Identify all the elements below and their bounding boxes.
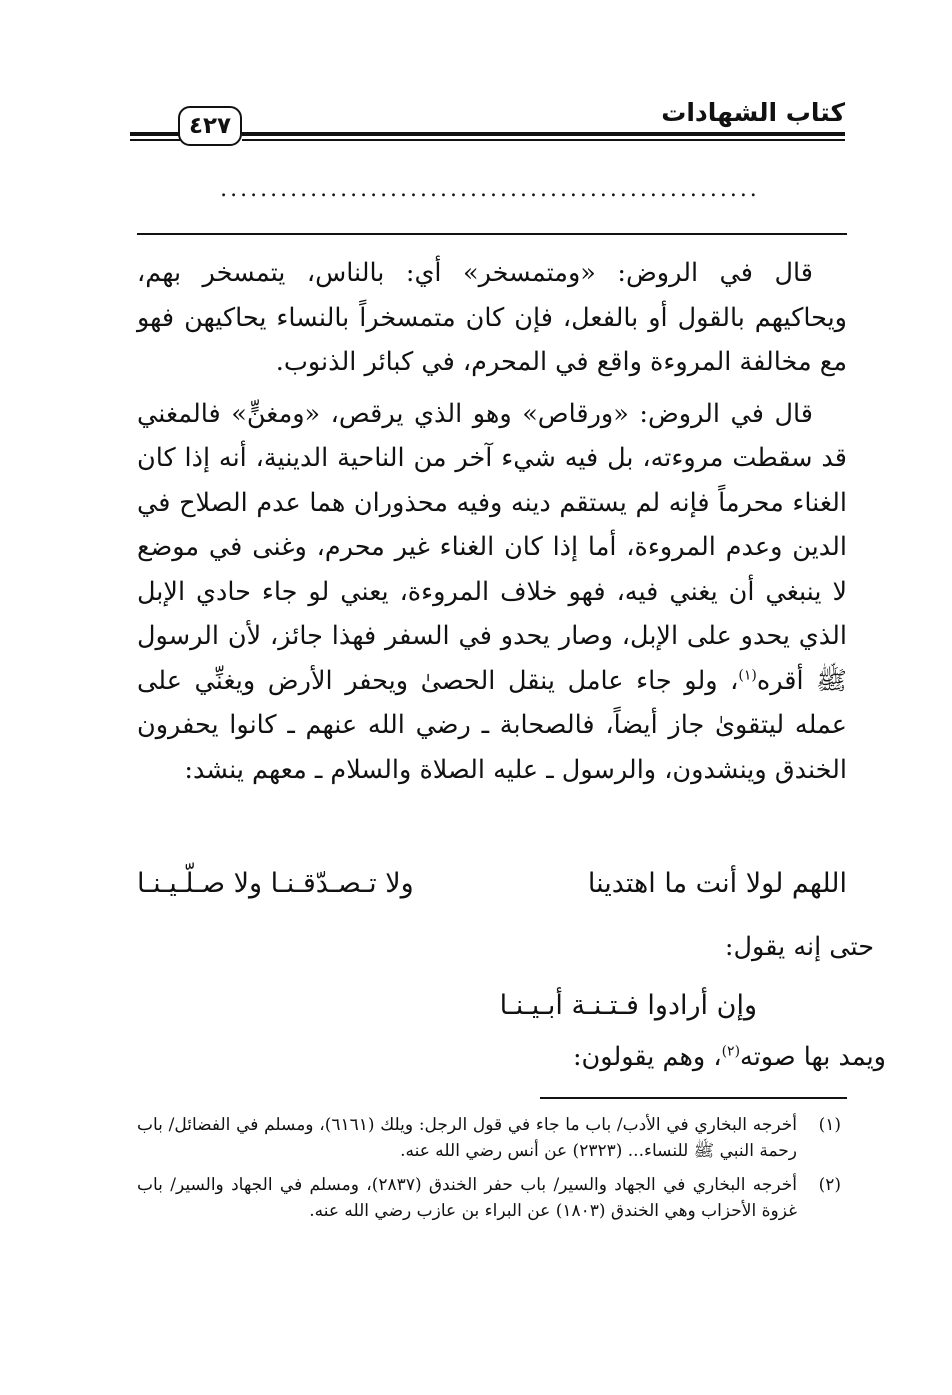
- footnote-ref-2: (٢): [721, 1043, 741, 1060]
- footnote-ref-1: (١): [738, 667, 757, 683]
- book-title: كتاب الشهادات: [661, 98, 845, 127]
- poem-verse-1-first-hemistich: اللهم لولا أنت ما اهتدينا: [587, 868, 847, 899]
- header-rule-left: [130, 132, 180, 141]
- paragraph-2: [137, 392, 847, 793]
- running-header: [130, 88, 845, 156]
- footnote-number: (٢): [818, 1175, 841, 1195]
- voice-tail: ، وهم يقولون:: [572, 1042, 722, 1072]
- poem-verse-1-second-hemistich: ولا تـصـدّقـنـا ولا صـلّـيـنـا: [137, 868, 414, 899]
- paragraph-2-text: قال في الروض: «ورقاص» وهو الذي يرقص، «ومغنٍّ» فالمغني قد سقطت مروءته، بل فيه شيء آخر من الناحية الدينية، أنه إذا كان الغناء محرماً فإنه لم يستقم دينه وفيه محذوران هما عدم الصلاح في الدين وعدم المروءة، أما إذا كان الغناء غير محرم، وغنى في موضع لا ينبغي أن يغني فيه، فهو خلاف المروءة، يعني لو جاء حادي الإبل الذي يحدو على الإبل، وصار يحدو في السفر فهذا جائز، لأن الرسول ﷺ أقره: [137, 398, 847, 696]
- paragraph-2-tail: ، ولو جاء عامل ينقل الحصىٰ ويحفر الأرض ويغنِّي على عمله ليتقوىٰ جاز أيضاً، فالصحابة ـ رضي الله عنهم ـ كانوا يحفرون الخندق وينشدون، والرسول ـ عليه الصلاة والسلام ـ معهم ينشد:: [137, 665, 847, 785]
- footnote-1: [137, 1112, 847, 1164]
- footnote-text: أخرجه البخاري في الجهاد والسير/ باب حفر الخندق (٢٨٣٧)، ومسلم في الجهاد والسير/ باب غزوة الأحزاب وهي الخندق (١٨٠٣) عن البراء بن عازب رضي الله عنه.: [137, 1175, 798, 1221]
- page-number: ٤٢٧: [178, 106, 242, 146]
- footnote-rule: [540, 1097, 847, 1099]
- poem-verse-1: [137, 868, 847, 918]
- separator-dots: ......................................................: [220, 178, 760, 202]
- voice-text: ويمد بها صوته: [740, 1042, 886, 1072]
- footnote-number: (١): [818, 1115, 841, 1135]
- paragraph-1: قال في الروض: «ومتمسخر» أي: بالناس، يتمسخر بهم، ويحاكيهم بالقول أو بالفعل، فإن كان متمسخراً بالنساء يحاكيهن فهو مع مخالفة المروءة واقع في المحرم، في كبائر الذنوب.: [137, 258, 847, 377]
- footnotes: [137, 1112, 847, 1232]
- footnote-2: [137, 1172, 847, 1224]
- poem-verse-2: وإن أرادوا فـتـنـة أبـيـنـا: [499, 990, 757, 1021]
- footnote-text: أخرجه البخاري في الأدب/ باب ما جاء في قول الرجل: ويلك (٦١٦١)، ومسلم في الفضائل/ باب رحمة النبي ﷺ للنساء... (٢٣٢٣) عن أنس رضي الله عنه.: [137, 1115, 797, 1161]
- until-he-says-line: حتى إنه يقول:: [724, 932, 874, 962]
- header-rule-right: [242, 132, 845, 141]
- section-rule: [137, 233, 847, 235]
- voice-line: [573, 1042, 886, 1072]
- main-text: [137, 251, 847, 792]
